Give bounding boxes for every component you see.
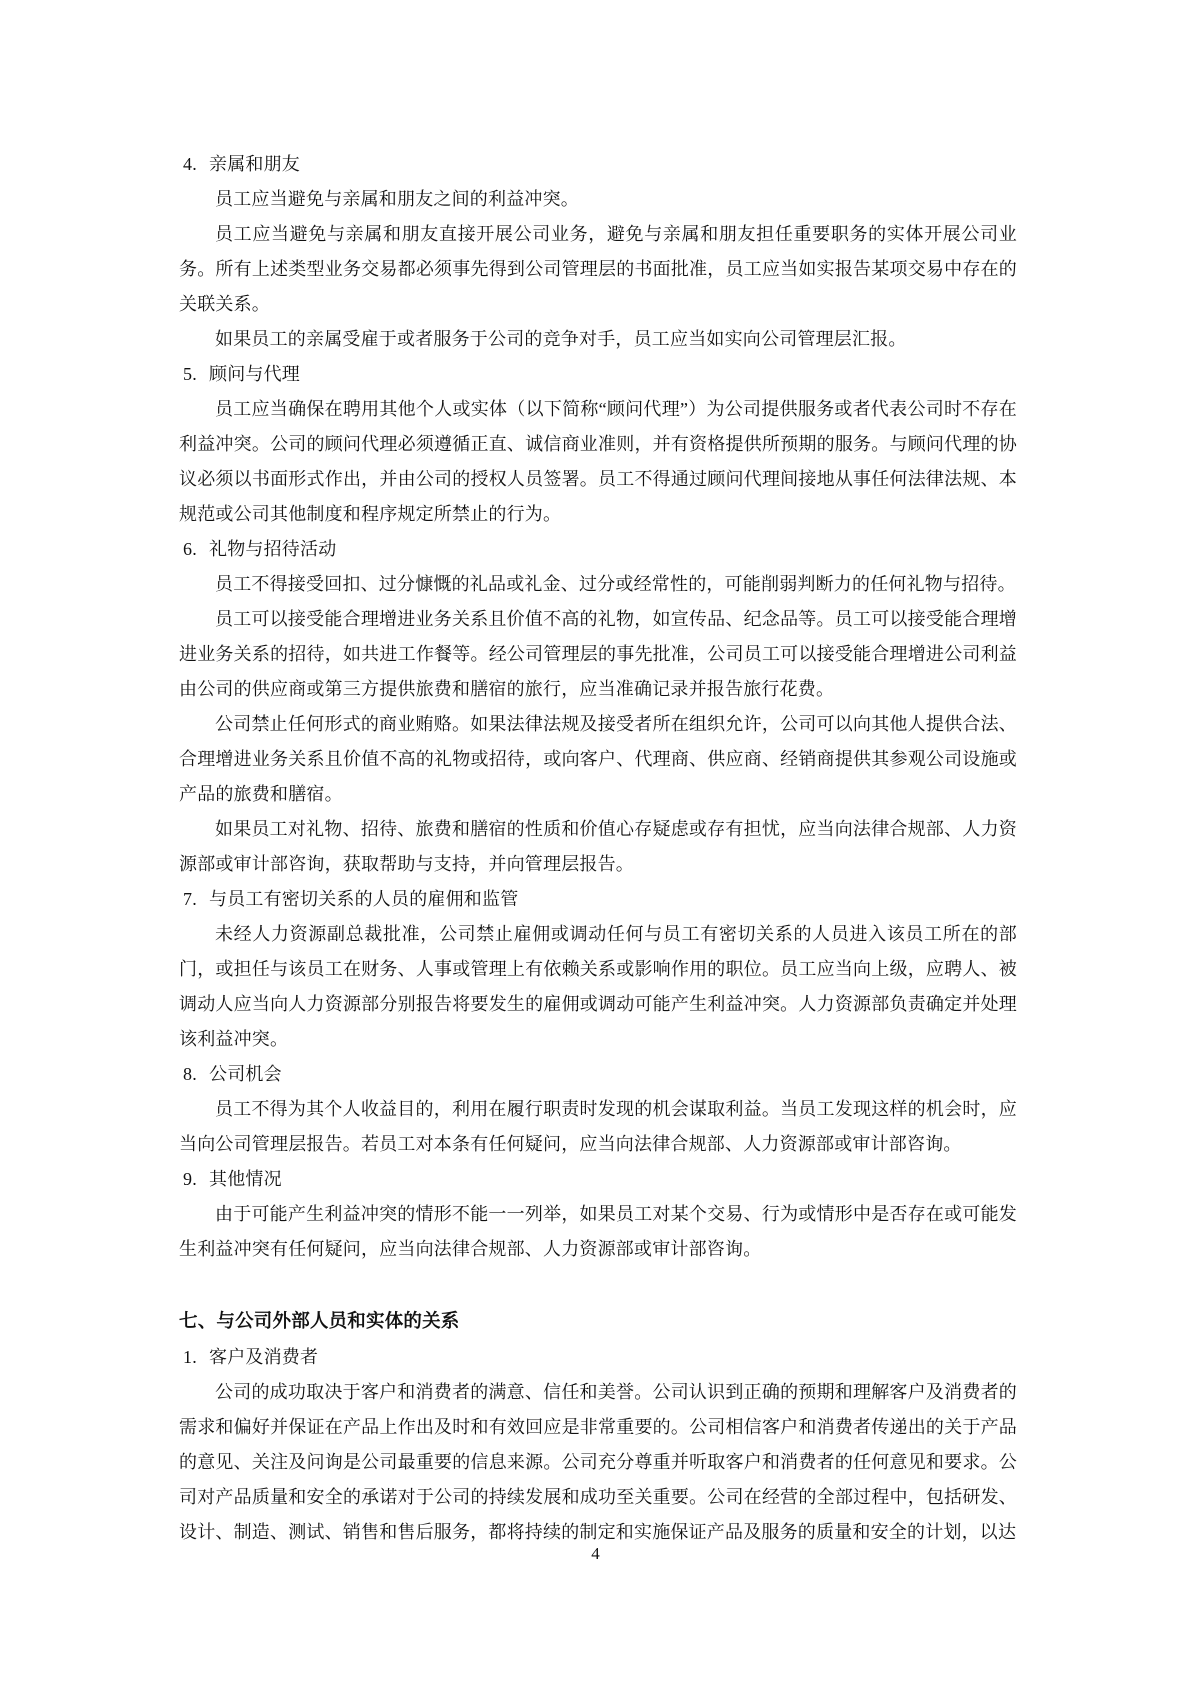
list-item-number: 1. (183, 1347, 197, 1367)
page-number: 4 (591, 1544, 600, 1563)
list-item-number: 5. (183, 364, 197, 384)
list-item-title: 客户及消费者 (209, 1347, 319, 1367)
list-item-heading (179, 882, 1017, 917)
list-item-title: 与员工有密切关系的人员的雇佣和监管 (209, 889, 519, 909)
document-content (179, 147, 1017, 1550)
body-paragraph: 员工应当避免与亲属和朋友直接开展公司业务，避免与亲属和朋友担任重要职务的实体开展公司业务。所有上述类型业务交易都必须事先得到公司管理层的书面批准，员工应当如实报告某项交易中存在的关联关系。 (179, 224, 1017, 314)
list-item-heading (179, 357, 1017, 392)
list-item-heading (179, 1340, 1017, 1375)
body-paragraph: 如果员工的亲属受雇于或者服务于公司的竞争对手，员工应当如实向公司管理层汇报。 (215, 329, 907, 349)
list-item-number: 7. (183, 889, 197, 909)
body-paragraph: 员工应当确保在聘用其他个人或实体（以下简称“顾问代理”）为公司提供服务或者代表公司时不存在利益冲突。公司的顾问代理必须遵循正直、诚信商业准则，并有资格提供所预期的服务。与顾问代理的协议必须以书面形式作出，并由公司的授权人员签署。员工不得通过顾问代理间接地从事任何法律法规、本规范或公司其他制度和程序规定所禁止的行为。 (179, 399, 1017, 524)
list-item-number: 4. (183, 154, 197, 174)
list-item-heading (179, 532, 1017, 567)
body-paragraph: 未经人力资源副总裁批准，公司禁止雇佣或调动任何与员工有密切关系的人员进入该员工所在的部门，或担任与该员工在财务、人事或管理上有依赖关系或影响作用的职位。员工应当向上级，应聘人、被调动人应当向人力资源部分别报告将要发生的雇佣或调动可能产生利益冲突。人力资源部负责确定并处理该利益冲突。 (179, 924, 1017, 1049)
body-paragraph: 公司的成功取决于客户和消费者的满意、信任和美誉。公司认识到正确的预期和理解客户及消费者的需求和偏好并保证在产品上作出及时和有效回应是非常重要的。公司相信客户和消费者传递出的关于产品的意见、关注及问询是公司最重要的信息来源。公司充分尊重并听取客户和消费者的任何意见和要求。公司对产品质量和安全的承诺对于公司的持续发展和成功至关重要。公司在经营的全部过程中，包括研发、设计、制造、测试、销售和售后服务，都将持续的制定和实施保证产品及服务的质量和安全的计划，以达 (179, 1382, 1017, 1542)
body-paragraph: 如果员工对礼物、招待、旅费和膳宿的性质和价值心存疑虑或存有担忧，应当向法律合规部、人力资源部或审计部咨询，获取帮助与支持，并向管理层报告。 (179, 819, 1017, 874)
body-paragraph: 员工不得为其个人收益目的，利用在履行职责时发现的机会谋取利益。当员工发现这样的机会时，应当向公司管理层报告。若员工对本条有任何疑问，应当向法律合规部、人力资源部或审计部咨询。 (179, 1099, 1017, 1154)
list-item-title: 其他情况 (209, 1169, 282, 1189)
body-paragraph: 员工应当避免与亲属和朋友之间的利益冲突。 (215, 189, 579, 209)
body-paragraph: 公司禁止任何形式的商业贿赂。如果法律法规及接受者所在组织允许，公司可以向其他人提供合法、合理增进业务关系且价值不高的礼物或招待，或向客户、代理商、供应商、经销商提供其参观公司设施或产品的旅费和膳宿。 (179, 714, 1017, 804)
list-item-heading (179, 147, 1017, 182)
section-heading: 七、与公司外部人员和实体的关系 (179, 1312, 460, 1332)
list-item-heading (179, 1162, 1017, 1197)
list-item-title: 公司机会 (209, 1064, 282, 1084)
body-paragraph: 员工不得接受回扣、过分慷慨的礼品或礼金、过分或经常性的，可能削弱判断力的任何礼物与招待。 (215, 574, 1016, 594)
list-item-number: 9. (183, 1169, 197, 1189)
list-item-title: 亲属和朋友 (209, 154, 300, 174)
list-item-heading (179, 1057, 1017, 1092)
list-item-title: 顾问与代理 (209, 364, 300, 384)
body-paragraph: 员工可以接受能合理增进业务关系且价值不高的礼物，如宣传品、纪念品等。员工可以接受能合理增进业务关系的招待，如共进工作餐等。经公司管理层的事先批准，公司员工可以接受能合理增进公司利益由公司的供应商或第三方提供旅费和膳宿的旅行，应当准确记录并报告旅行花费。 (179, 609, 1017, 699)
body-paragraph: 由于可能产生利益冲突的情形不能一一列举，如果员工对某个交易、行为或情形中是否存在或可能发生利益冲突有任何疑问，应当向法律合规部、人力资源部或审计部咨询。 (179, 1204, 1017, 1259)
list-item-number: 8. (183, 1064, 197, 1084)
list-item-title: 礼物与招待活动 (209, 539, 337, 559)
list-item-number: 6. (183, 539, 197, 559)
